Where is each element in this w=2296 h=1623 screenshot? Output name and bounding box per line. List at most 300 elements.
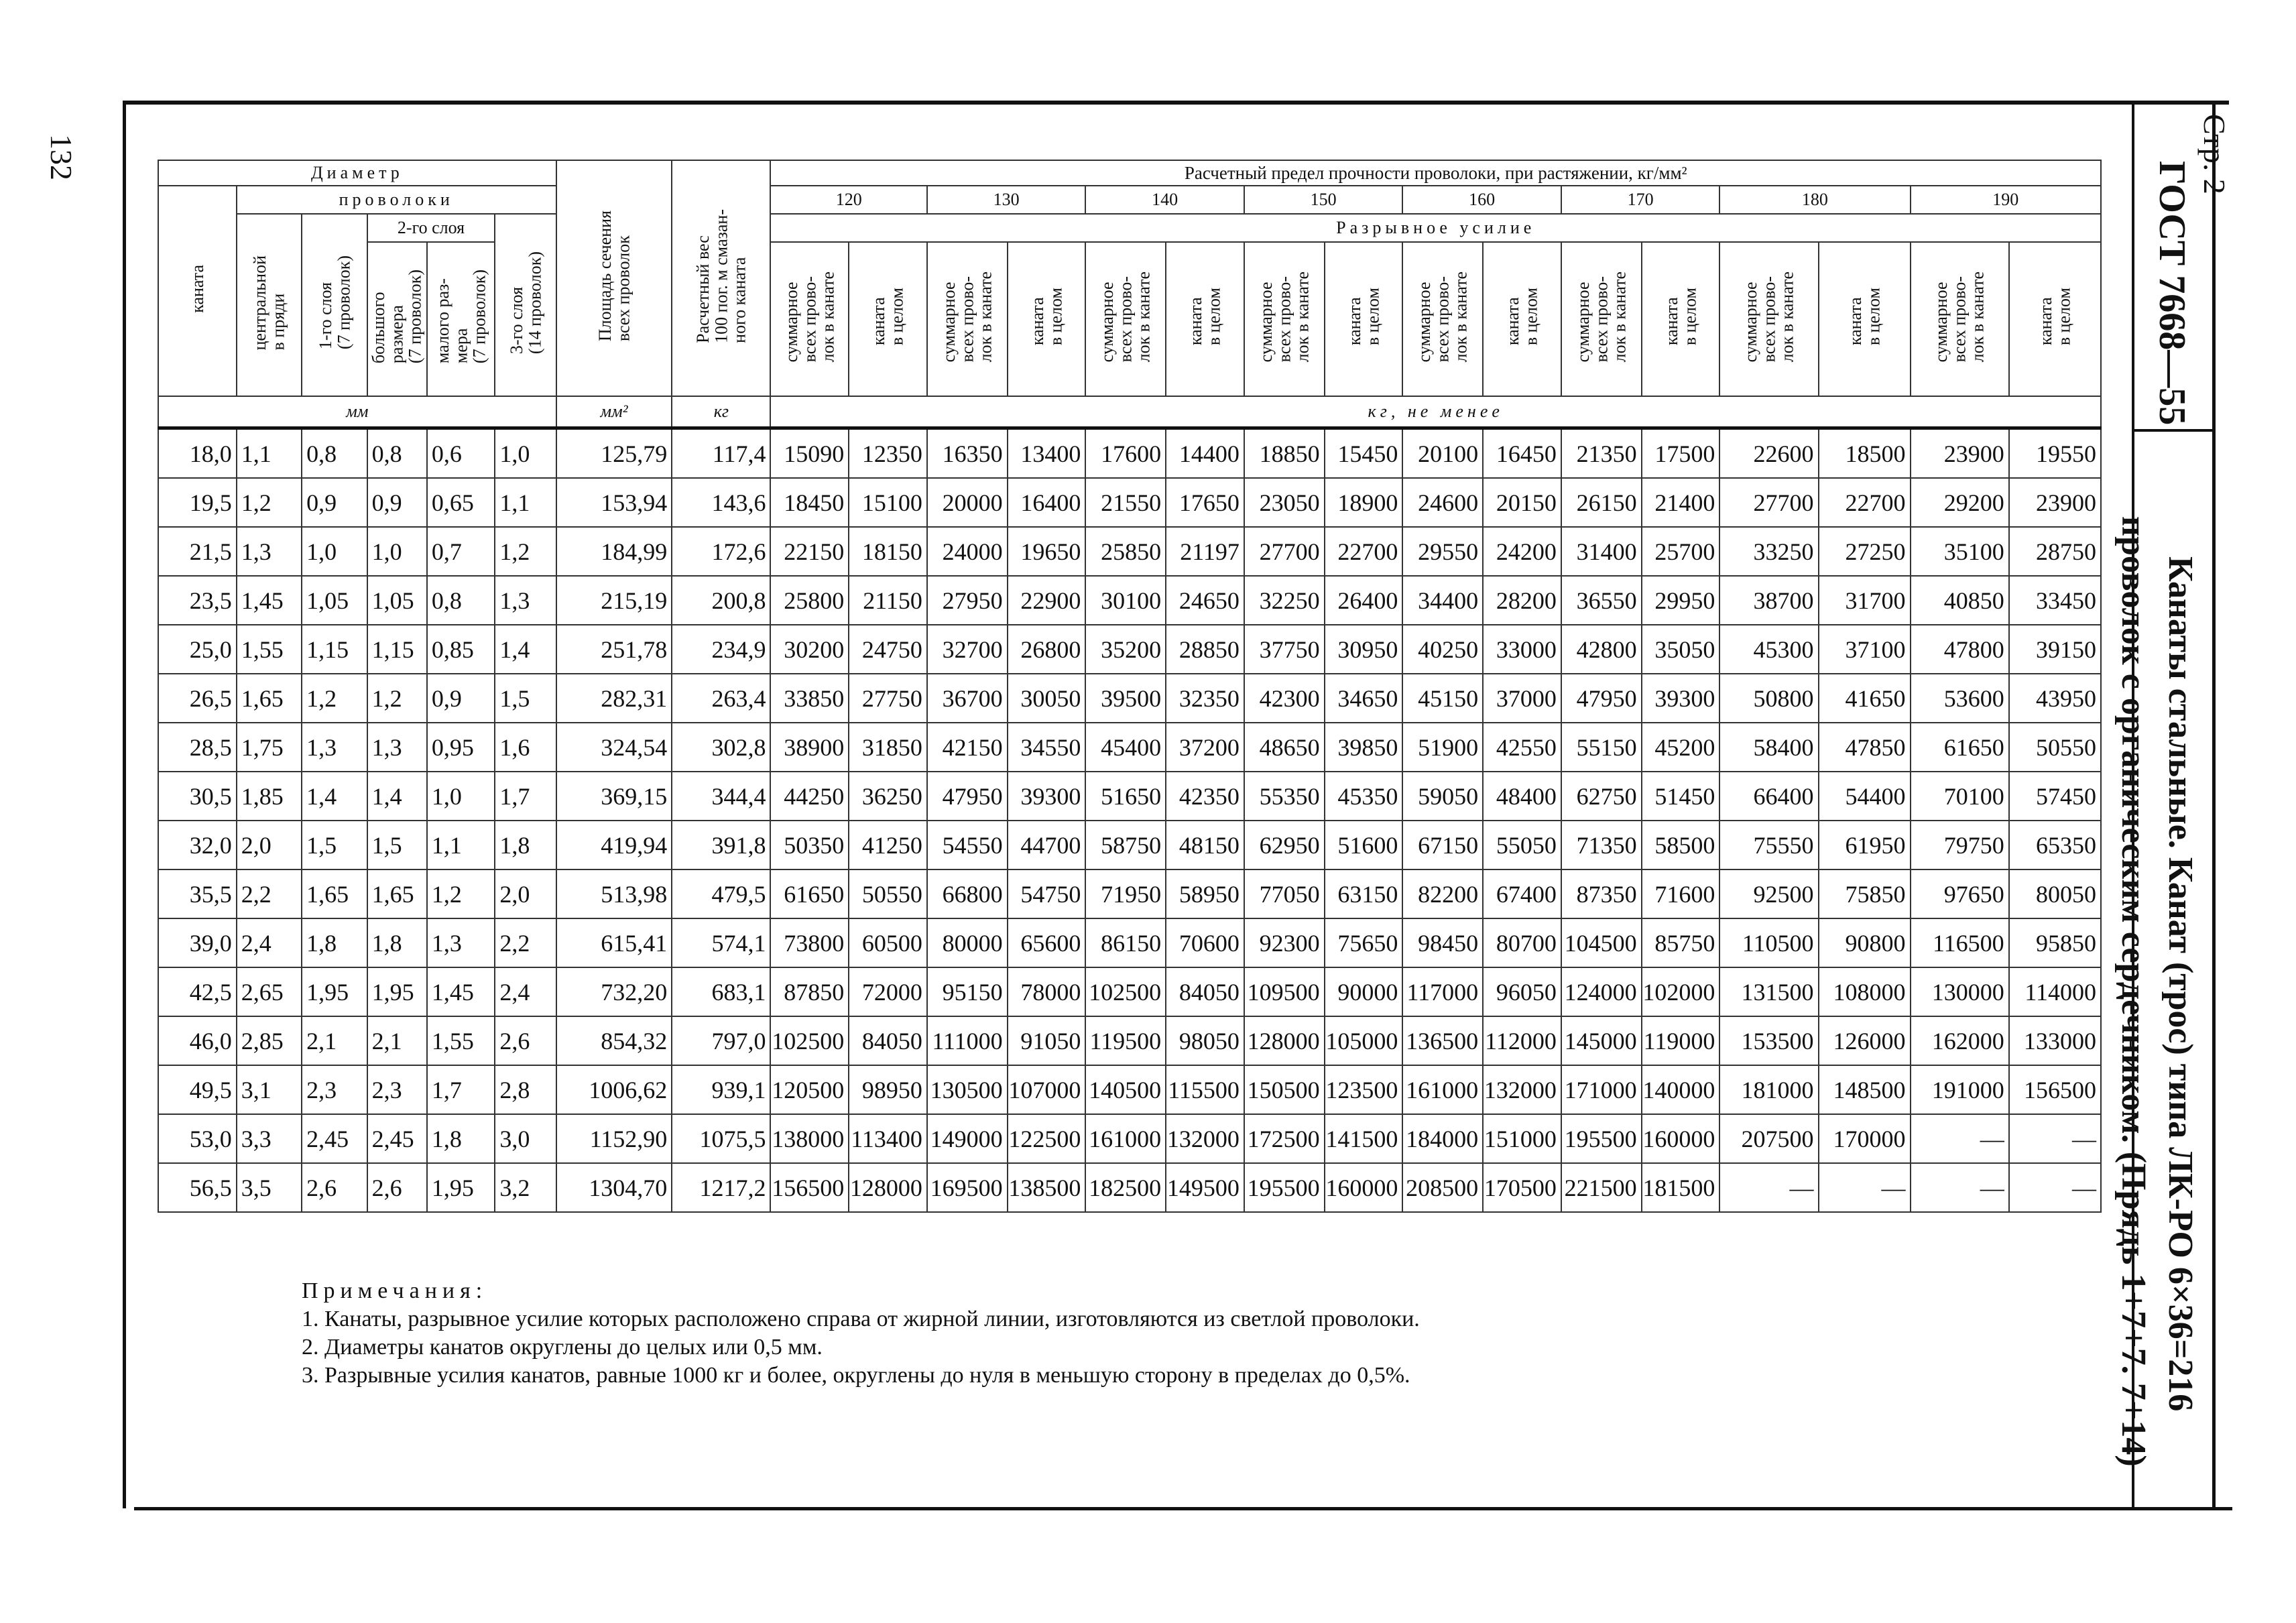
table-cell: 62750: [1561, 772, 1642, 821]
table-cell: —: [2009, 1114, 2101, 1163]
sum-header: суммарное всех прово- лок в канате: [927, 242, 1008, 396]
table-cell: 50350: [770, 821, 849, 869]
table-cell: 23900: [1911, 428, 2009, 479]
table-cell: 125,79: [556, 428, 672, 479]
table-cell: 84050: [1166, 967, 1244, 1016]
table-cell: 28,5: [158, 723, 237, 772]
table-cell: 18500: [1819, 428, 1911, 479]
table-cell: 207500: [1719, 1114, 1818, 1163]
table-cell: 36250: [849, 772, 927, 821]
table-cell: 24600: [1402, 478, 1483, 527]
table-cell: 2,0: [495, 869, 556, 918]
table-cell: —: [1911, 1163, 2009, 1212]
table-cell: 54550: [927, 821, 1008, 869]
table-cell: 184000: [1402, 1114, 1483, 1163]
table-cell: 1,3: [427, 918, 495, 967]
table-cell: 344,4: [672, 772, 770, 821]
table-cell: 30100: [1085, 576, 1166, 625]
table-cell: 48150: [1166, 821, 1244, 869]
table-cell: 17600: [1085, 428, 1166, 479]
grade-190: 190: [1911, 186, 2101, 214]
table-cell: 1,0: [427, 772, 495, 821]
table-cell: 3,1: [237, 1065, 302, 1114]
table-cell: 21350: [1561, 428, 1642, 479]
table-cell: 19650: [1008, 527, 1086, 576]
table-cell: 22150: [770, 527, 849, 576]
table-cell: 54750: [1008, 869, 1086, 918]
table-cell: 58400: [1719, 723, 1818, 772]
table-cell: 42150: [927, 723, 1008, 772]
table-cell: 1,4: [495, 625, 556, 674]
large-wire-header: большого размера (7 проволок): [367, 242, 427, 396]
table-cell: 0,8: [427, 576, 495, 625]
table-cell: 1,4: [367, 772, 427, 821]
note-item: 1. Канаты, разрывное усилие которых расположено справа от жирной линии, изготовляются из светлой проволоки.: [302, 1307, 1420, 1331]
table-cell: 110500: [1719, 918, 1818, 967]
page-number: 132: [44, 134, 78, 180]
table-cell: 66400: [1719, 772, 1818, 821]
table-row: [158, 478, 2101, 527]
table-cell: 117000: [1402, 967, 1483, 1016]
table-cell: 20000: [927, 478, 1008, 527]
table-cell: 120500: [770, 1065, 849, 1114]
table-cell: 98050: [1166, 1016, 1244, 1065]
table-cell: 92300: [1244, 918, 1325, 967]
table-cell: 48400: [1483, 772, 1561, 821]
table-cell: 61650: [770, 869, 849, 918]
table-cell: 75550: [1719, 821, 1818, 869]
document-title-line1: Канаты стальные. Канат (трос) типа ЛК-РО 6×36=216: [2161, 556, 2199, 1412]
table-cell: 161000: [1402, 1065, 1483, 1114]
table-cell: 170000: [1819, 1114, 1911, 1163]
table-cell: 39300: [1642, 674, 1720, 723]
whole-header: каната в целом: [1008, 242, 1086, 396]
table-cell: 58950: [1166, 869, 1244, 918]
table-cell: 22700: [1819, 478, 1911, 527]
table-cell: 170500: [1483, 1163, 1561, 1212]
table-cell: 107000: [1008, 1065, 1086, 1114]
table-cell: 36700: [927, 674, 1008, 723]
table-cell: 513,98: [556, 869, 672, 918]
table-cell: 0,8: [367, 428, 427, 479]
table-cell: 98950: [849, 1065, 927, 1114]
table-cell: 2,85: [237, 1016, 302, 1065]
table-cell: 26150: [1561, 478, 1642, 527]
table-cell: 36550: [1561, 576, 1642, 625]
table-cell: 138500: [1008, 1163, 1086, 1212]
table-cell: 2,4: [495, 967, 556, 1016]
table-cell: 148500: [1819, 1065, 1911, 1114]
table-cell: 90000: [1325, 967, 1403, 1016]
table-cell: 45150: [1402, 674, 1483, 723]
table-cell: 20150: [1483, 478, 1561, 527]
grade-170: 170: [1561, 186, 1719, 214]
strength-header: Расчетный предел прочности проволоки, при растяжении, кг/мм²: [770, 160, 2101, 186]
table-row: [158, 772, 2101, 821]
whole-header: каната в целом: [1325, 242, 1403, 396]
table-cell: 0,9: [427, 674, 495, 723]
table-cell: 56,5: [158, 1163, 237, 1212]
table-cell: 150500: [1244, 1065, 1325, 1114]
table-cell: 2,4: [237, 918, 302, 967]
table-cell: 33250: [1719, 527, 1818, 576]
table-cell: 47950: [927, 772, 1008, 821]
table-cell: 37100: [1819, 625, 1911, 674]
table-cell: 42800: [1561, 625, 1642, 674]
table-cell: 19,5: [158, 478, 237, 527]
table-cell: 21197: [1166, 527, 1244, 576]
table-cell: 42300: [1244, 674, 1325, 723]
table-cell: 162000: [1911, 1016, 2009, 1065]
table-cell: 156500: [2009, 1065, 2101, 1114]
table-cell: 0,9: [367, 478, 427, 527]
table-cell: 80050: [2009, 869, 2101, 918]
table-cell: 1,0: [495, 428, 556, 479]
table-cell: 55350: [1244, 772, 1325, 821]
table-cell: 51900: [1402, 723, 1483, 772]
table-cell: 2,3: [302, 1065, 367, 1114]
table-cell: 38700: [1719, 576, 1818, 625]
table-cell: 1,2: [302, 674, 367, 723]
table-cell: 17500: [1642, 428, 1720, 479]
table-cell: 2,3: [367, 1065, 427, 1114]
table-cell: 0,8: [302, 428, 367, 479]
table-cell: 38900: [770, 723, 849, 772]
table-cell: 0,95: [427, 723, 495, 772]
table-row: [158, 1016, 2101, 1065]
table-cell: 1,8: [367, 918, 427, 967]
table-row: [158, 723, 2101, 772]
weight-header: Расчетный вес 100 пог. м смазан- ного каната: [672, 160, 770, 396]
table-cell: 0,85: [427, 625, 495, 674]
table-cell: 102500: [770, 1016, 849, 1065]
table-cell: 24000: [927, 527, 1008, 576]
table-cell: 2,2: [237, 869, 302, 918]
table-cell: 251,78: [556, 625, 672, 674]
table-cell: 33450: [2009, 576, 2101, 625]
table-cell: 2,0: [237, 821, 302, 869]
table-cell: 29550: [1402, 527, 1483, 576]
table-cell: 1,3: [495, 576, 556, 625]
table-cell: 30200: [770, 625, 849, 674]
table-cell: 153500: [1719, 1016, 1818, 1065]
table-cell: 65350: [2009, 821, 2101, 869]
notes-heading: Примечания:: [302, 1278, 488, 1303]
table-cell: 26,5: [158, 674, 237, 723]
table-cell: 30050: [1008, 674, 1086, 723]
table-cell: 1,45: [427, 967, 495, 1016]
whole-header: каната в целом: [2009, 242, 2101, 396]
table-cell: 63150: [1325, 869, 1403, 918]
table-cell: 72000: [849, 967, 927, 1016]
table-cell: 102500: [1085, 967, 1166, 1016]
whole-header: каната в целом: [849, 242, 927, 396]
table-cell: 854,32: [556, 1016, 672, 1065]
table-cell: 102000: [1642, 967, 1720, 1016]
table-cell: 24200: [1483, 527, 1561, 576]
whole-header: каната в целом: [1483, 242, 1561, 396]
table-cell: 48650: [1244, 723, 1325, 772]
table-cell: 41650: [1819, 674, 1911, 723]
table-cell: 34650: [1325, 674, 1403, 723]
unit-force: кг, не менее: [770, 396, 2101, 428]
grade-140: 140: [1085, 186, 1244, 214]
table-cell: 24650: [1166, 576, 1244, 625]
table-cell: 2,1: [302, 1016, 367, 1065]
table-cell: 140500: [1085, 1065, 1166, 1114]
table-cell: 1,5: [302, 821, 367, 869]
table-cell: 51450: [1642, 772, 1720, 821]
note-item: 2. Диаметры канатов округлены до целых или 0,5 мм.: [302, 1335, 823, 1360]
title-block-right-rule: [2212, 101, 2216, 1508]
table-row: [158, 428, 2101, 479]
table-cell: 419,94: [556, 821, 672, 869]
table-cell: 80700: [1483, 918, 1561, 967]
table-cell: 47850: [1819, 723, 1911, 772]
table-cell: 0,7: [427, 527, 495, 576]
table-cell: 37000: [1483, 674, 1561, 723]
table-cell: 1304,70: [556, 1163, 672, 1212]
table-cell: 22600: [1719, 428, 1818, 479]
table-cell: 16450: [1483, 428, 1561, 479]
table-row: [158, 625, 2101, 674]
table-cell: 1,2: [367, 674, 427, 723]
table-cell: 140000: [1642, 1065, 1720, 1114]
table-cell: 3,0: [495, 1114, 556, 1163]
table-cell: 16350: [927, 428, 1008, 479]
rope-header: каната: [158, 186, 237, 396]
table-cell: 32350: [1166, 674, 1244, 723]
title-block-divider: [2132, 429, 2212, 432]
table-cell: 73800: [770, 918, 849, 967]
table-cell: 104500: [1561, 918, 1642, 967]
table-cell: 15100: [849, 478, 927, 527]
table-cell: 126000: [1819, 1016, 1911, 1065]
table-cell: 615,41: [556, 918, 672, 967]
table-cell: 181500: [1642, 1163, 1720, 1212]
table-cell: 87850: [770, 967, 849, 1016]
notes: [302, 1277, 1420, 1390]
table-cell: 95850: [2009, 918, 2101, 967]
table-cell: 70100: [1911, 772, 2009, 821]
table-cell: 3,2: [495, 1163, 556, 1212]
diameter-header: Диаметр: [158, 160, 556, 186]
table-cell: 0,9: [302, 478, 367, 527]
table-cell: 27700: [1719, 478, 1818, 527]
table-cell: 282,31: [556, 674, 672, 723]
table-cell: 119500: [1085, 1016, 1166, 1065]
unit-mm: мм: [158, 396, 556, 428]
table-cell: 65600: [1008, 918, 1086, 967]
table-cell: 2,2: [495, 918, 556, 967]
table-cell: 71600: [1642, 869, 1720, 918]
table-cell: 1006,62: [556, 1065, 672, 1114]
sum-header: суммарное всех прово- лок в канате: [1719, 242, 1818, 396]
table-cell: 96050: [1483, 967, 1561, 1016]
table-cell: 45200: [1642, 723, 1720, 772]
table-cell: 79750: [1911, 821, 2009, 869]
grade-160: 160: [1402, 186, 1561, 214]
table-cell: 1,3: [302, 723, 367, 772]
table-cell: 28850: [1166, 625, 1244, 674]
table-cell: 29200: [1911, 478, 2009, 527]
table-cell: 66800: [927, 869, 1008, 918]
table-cell: 47950: [1561, 674, 1642, 723]
table-cell: 113400: [849, 1114, 927, 1163]
table-cell: 1,0: [367, 527, 427, 576]
grade-180: 180: [1719, 186, 1910, 214]
table-cell: 109500: [1244, 967, 1325, 1016]
table-cell: 28750: [2009, 527, 2101, 576]
table-cell: 41250: [849, 821, 927, 869]
table-cell: 60500: [849, 918, 927, 967]
table-cell: 25,0: [158, 625, 237, 674]
table-cell: 70600: [1166, 918, 1244, 967]
table-cell: 27950: [927, 576, 1008, 625]
table-cell: 26800: [1008, 625, 1086, 674]
table-cell: 34550: [1008, 723, 1086, 772]
table-cell: 95150: [927, 967, 1008, 1016]
table-cell: 55150: [1561, 723, 1642, 772]
central-header: центральной в пряди: [237, 214, 302, 396]
whole-header: каната в целом: [1819, 242, 1911, 396]
table-cell: 1,15: [367, 625, 427, 674]
table-cell: 1,95: [367, 967, 427, 1016]
rope-specification-table: [158, 160, 2102, 1213]
table-cell: 143,6: [672, 478, 770, 527]
table-cell: 130500: [927, 1065, 1008, 1114]
table-cell: 61650: [1911, 723, 2009, 772]
table-cell: 1,5: [495, 674, 556, 723]
table-cell: 1,65: [237, 674, 302, 723]
table-cell: 191000: [1911, 1065, 2009, 1114]
table-cell: 123500: [1325, 1065, 1403, 1114]
table-cell: 133000: [2009, 1016, 2101, 1065]
table-row: [158, 918, 2101, 967]
table-cell: 1,2: [495, 527, 556, 576]
table-row: [158, 1163, 2101, 1212]
table-cell: 3,3: [237, 1114, 302, 1163]
table-cell: 67400: [1483, 869, 1561, 918]
table-cell: 1,95: [427, 1163, 495, 1212]
table-cell: 391,8: [672, 821, 770, 869]
table-cell: 12350: [849, 428, 927, 479]
table-cell: 30,5: [158, 772, 237, 821]
table-cell: 32,0: [158, 821, 237, 869]
table-cell: 108000: [1819, 967, 1911, 1016]
grade-120: 120: [770, 186, 926, 214]
table-cell: 149500: [1166, 1163, 1244, 1212]
table-cell: 1,85: [237, 772, 302, 821]
layer1-header: 1-го слоя (7 проволок): [302, 214, 367, 396]
table-cell: 44250: [770, 772, 849, 821]
table-cell: 47800: [1911, 625, 2009, 674]
table-cell: 82200: [1402, 869, 1483, 918]
area-header: Площадь сечения всех проволок: [556, 160, 672, 396]
table-cell: 130000: [1911, 967, 2009, 1016]
table-cell: 138000: [770, 1114, 849, 1163]
table-cell: 58750: [1085, 821, 1166, 869]
table-cell: 111000: [927, 1016, 1008, 1065]
page-label: Стр. 2: [2197, 114, 2232, 194]
table-cell: 57450: [2009, 772, 2101, 821]
table-cell: 0,65: [427, 478, 495, 527]
table-cell: 49,5: [158, 1065, 237, 1114]
table-cell: 1,4: [302, 772, 367, 821]
table-cell: 51650: [1085, 772, 1166, 821]
table-cell: 200,8: [672, 576, 770, 625]
table-cell: 1,05: [367, 576, 427, 625]
table-cell: 27250: [1819, 527, 1911, 576]
table-cell: 132000: [1166, 1114, 1244, 1163]
table-cell: 117,4: [672, 428, 770, 479]
table-cell: 43950: [2009, 674, 2101, 723]
table-cell: 3,5: [237, 1163, 302, 1212]
table-cell: 1,3: [367, 723, 427, 772]
table-cell: 2,6: [302, 1163, 367, 1212]
table-cell: 1,0: [302, 527, 367, 576]
table-cell: 2,65: [237, 967, 302, 1016]
table-cell: 479,5: [672, 869, 770, 918]
table-cell: 2,45: [367, 1114, 427, 1163]
table-cell: 208500: [1402, 1163, 1483, 1212]
table-cell: 78000: [1008, 967, 1086, 1016]
sum-header: суммарное всех прово- лок в канате: [1244, 242, 1325, 396]
table-cell: 1,7: [427, 1065, 495, 1114]
table-cell: 172,6: [672, 527, 770, 576]
table-cell: 574,1: [672, 918, 770, 967]
table-cell: 22700: [1325, 527, 1403, 576]
table-cell: 92500: [1719, 869, 1818, 918]
table-cell: 151000: [1483, 1114, 1561, 1163]
table-cell: 2,45: [302, 1114, 367, 1163]
table-cell: 1,1: [427, 821, 495, 869]
table-cell: 50550: [2009, 723, 2101, 772]
sum-header: суммарное всех прово- лок в канате: [1911, 242, 2009, 396]
table-cell: 31400: [1561, 527, 1642, 576]
table-cell: 20100: [1402, 428, 1483, 479]
table-cell: 45350: [1325, 772, 1403, 821]
table-cell: 119000: [1642, 1016, 1720, 1065]
layer3-header: 3-го слоя (14 проволок): [495, 214, 556, 396]
table-cell: 53600: [1911, 674, 2009, 723]
table-cell: 33850: [770, 674, 849, 723]
table-cell: 114000: [2009, 967, 2101, 1016]
table-cell: 90800: [1819, 918, 1911, 967]
table-cell: 77050: [1244, 869, 1325, 918]
table-cell: 32700: [927, 625, 1008, 674]
table-cell: 25850: [1085, 527, 1166, 576]
top-rule: [124, 101, 2229, 105]
table-cell: 45400: [1085, 723, 1166, 772]
table-cell: 1217,2: [672, 1163, 770, 1212]
table-cell: 18900: [1325, 478, 1403, 527]
table-cell: 1,45: [237, 576, 302, 625]
table-cell: 21150: [849, 576, 927, 625]
table-cell: 33000: [1483, 625, 1561, 674]
grade-130: 130: [927, 186, 1085, 214]
table-cell: 54400: [1819, 772, 1911, 821]
table-cell: 27700: [1244, 527, 1325, 576]
table-cell: 21400: [1642, 478, 1720, 527]
table-cell: 182500: [1085, 1163, 1166, 1212]
table-cell: 1152,90: [556, 1114, 672, 1163]
table-cell: 141500: [1325, 1114, 1403, 1163]
table-cell: 30950: [1325, 625, 1403, 674]
table-cell: 161000: [1085, 1114, 1166, 1163]
table-cell: 35100: [1911, 527, 2009, 576]
wires-header: проволоки: [237, 186, 556, 214]
